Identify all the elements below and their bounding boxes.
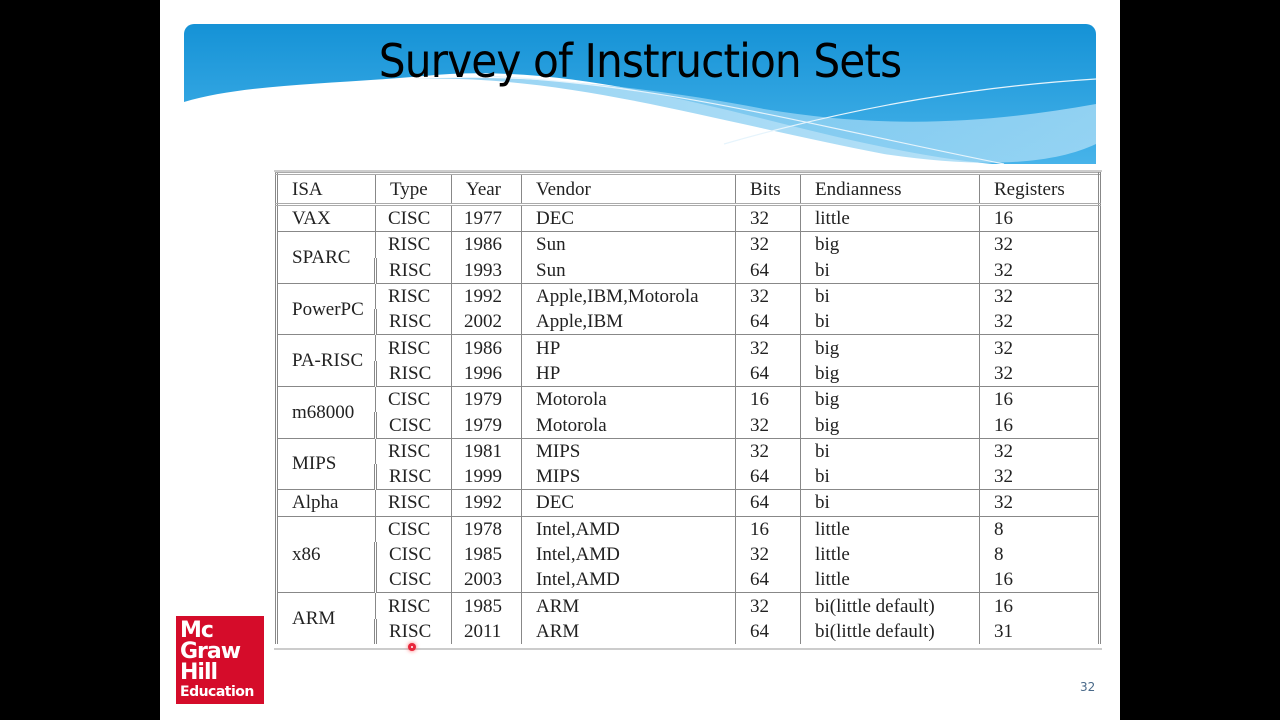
cell-endianness: little bbox=[801, 516, 980, 542]
pointer-cursor-icon bbox=[408, 643, 416, 651]
cell-endianness: bi bbox=[801, 283, 980, 309]
cell-isa: x86 bbox=[277, 516, 376, 593]
cell-registers: 8 bbox=[980, 542, 1100, 567]
table-row bbox=[277, 387, 1100, 413]
cell-year: 1986 bbox=[452, 232, 522, 258]
cell-type: CISC bbox=[376, 542, 452, 567]
header-year: Year bbox=[452, 174, 522, 205]
slide-title: Survey of Instruction Sets bbox=[378, 34, 902, 88]
table-row bbox=[277, 542, 1100, 567]
cell-vendor: Intel,AMD bbox=[522, 567, 736, 593]
cell-bits: 64 bbox=[736, 619, 801, 644]
cell-type: RISC bbox=[376, 619, 452, 644]
cell-endianness: big bbox=[801, 361, 980, 387]
header-type: Type bbox=[376, 174, 452, 205]
table-row bbox=[277, 309, 1100, 335]
cell-registers: 16 bbox=[980, 567, 1100, 593]
cell-type: CISC bbox=[376, 387, 452, 413]
cell-vendor: DEC bbox=[522, 490, 736, 516]
logo-line-3: Hill bbox=[180, 660, 218, 685]
cell-registers: 32 bbox=[980, 361, 1100, 387]
cell-bits: 64 bbox=[736, 258, 801, 284]
cell-endianness: little bbox=[801, 567, 980, 593]
cell-year: 2011 bbox=[452, 619, 522, 644]
cell-year: 1992 bbox=[452, 283, 522, 309]
cell-year: 1979 bbox=[452, 412, 522, 438]
table-row bbox=[277, 516, 1100, 542]
cell-bits: 32 bbox=[736, 232, 801, 258]
bottom-rule bbox=[274, 648, 1102, 650]
table-row bbox=[277, 205, 1100, 232]
cell-bits: 64 bbox=[736, 309, 801, 335]
cell-year: 1979 bbox=[452, 387, 522, 413]
cell-registers: 32 bbox=[980, 490, 1100, 516]
cell-type: RISC bbox=[376, 283, 452, 309]
cell-bits: 32 bbox=[736, 283, 801, 309]
cell-registers: 31 bbox=[980, 619, 1100, 644]
cell-bits: 32 bbox=[736, 438, 801, 464]
cell-year: 1981 bbox=[452, 438, 522, 464]
cell-vendor: Sun bbox=[522, 258, 736, 284]
cell-year: 1993 bbox=[452, 258, 522, 284]
cell-vendor: ARM bbox=[522, 593, 736, 619]
cell-registers: 16 bbox=[980, 593, 1100, 619]
cell-endianness: bi bbox=[801, 490, 980, 516]
cell-year: 1986 bbox=[452, 335, 522, 361]
cell-bits: 32 bbox=[736, 542, 801, 567]
cell-type: CISC bbox=[376, 205, 452, 232]
table-row bbox=[277, 567, 1100, 593]
cell-endianness: big bbox=[801, 232, 980, 258]
cell-vendor: HP bbox=[522, 361, 736, 387]
table-row bbox=[277, 593, 1100, 619]
cell-type: CISC bbox=[376, 567, 452, 593]
cell-registers: 16 bbox=[980, 205, 1100, 232]
cell-year: 1978 bbox=[452, 516, 522, 542]
cell-registers: 16 bbox=[980, 412, 1100, 438]
cell-vendor: MIPS bbox=[522, 464, 736, 490]
cell-isa: Alpha bbox=[277, 490, 376, 516]
cell-registers: 16 bbox=[980, 387, 1100, 413]
cell-vendor: Motorola bbox=[522, 387, 736, 413]
cell-type: RISC bbox=[376, 309, 452, 335]
header-endianness: Endianness bbox=[801, 174, 980, 205]
table-row bbox=[277, 490, 1100, 516]
cell-registers: 32 bbox=[980, 464, 1100, 490]
cell-bits: 32 bbox=[736, 412, 801, 438]
mcgraw-hill-logo bbox=[176, 616, 264, 704]
cell-isa: PowerPC bbox=[277, 283, 376, 335]
table-row bbox=[277, 232, 1100, 258]
table-row bbox=[277, 361, 1100, 387]
cell-endianness: bi(little default) bbox=[801, 619, 980, 644]
cell-registers: 32 bbox=[980, 283, 1100, 309]
cell-isa: VAX bbox=[277, 205, 376, 232]
cell-vendor: Intel,AMD bbox=[522, 516, 736, 542]
cell-bits: 64 bbox=[736, 490, 801, 516]
cell-isa: m68000 bbox=[277, 387, 376, 439]
table-row bbox=[277, 438, 1100, 464]
header-isa: ISA bbox=[277, 174, 376, 205]
cell-year: 2002 bbox=[452, 309, 522, 335]
cell-type: RISC bbox=[376, 258, 452, 284]
cell-vendor: Apple,IBM,Motorola bbox=[522, 283, 736, 309]
cell-endianness: little bbox=[801, 205, 980, 232]
cell-year: 1996 bbox=[452, 361, 522, 387]
cell-isa: PA-RISC bbox=[277, 335, 376, 387]
logo-line-4: Education bbox=[180, 684, 254, 700]
cell-vendor: DEC bbox=[522, 205, 736, 232]
cell-vendor: HP bbox=[522, 335, 736, 361]
cell-endianness: big bbox=[801, 335, 980, 361]
cell-vendor: MIPS bbox=[522, 438, 736, 464]
cell-year: 1992 bbox=[452, 490, 522, 516]
cell-year: 1977 bbox=[452, 205, 522, 232]
page-number: 32 bbox=[1080, 680, 1096, 694]
cell-endianness: little bbox=[801, 542, 980, 567]
cell-endianness: bi bbox=[801, 438, 980, 464]
isa-table bbox=[275, 172, 1101, 644]
cell-registers: 32 bbox=[980, 335, 1100, 361]
cell-bits: 16 bbox=[736, 516, 801, 542]
cell-type: RISC bbox=[376, 490, 452, 516]
cell-registers: 32 bbox=[980, 232, 1100, 258]
cell-bits: 32 bbox=[736, 205, 801, 232]
cell-vendor: ARM bbox=[522, 619, 736, 644]
table-row bbox=[277, 619, 1100, 644]
cell-registers: 32 bbox=[980, 309, 1100, 335]
cell-registers: 32 bbox=[980, 438, 1100, 464]
table-row bbox=[277, 412, 1100, 438]
cell-type: CISC bbox=[376, 516, 452, 542]
cell-endianness: bi bbox=[801, 464, 980, 490]
cell-type: RISC bbox=[376, 361, 452, 387]
cell-vendor: Motorola bbox=[522, 412, 736, 438]
cell-type: RISC bbox=[376, 335, 452, 361]
cell-vendor: Apple,IBM bbox=[522, 309, 736, 335]
logo-line-2: Graw bbox=[180, 639, 241, 664]
table-row bbox=[277, 335, 1100, 361]
table-header-row bbox=[277, 174, 1100, 205]
cell-bits: 16 bbox=[736, 387, 801, 413]
cell-year: 2003 bbox=[452, 567, 522, 593]
cell-registers: 32 bbox=[980, 258, 1100, 284]
table-row bbox=[277, 464, 1100, 490]
cell-vendor: Intel,AMD bbox=[522, 542, 736, 567]
table-row bbox=[277, 283, 1100, 309]
cell-type: CISC bbox=[376, 412, 452, 438]
cell-type: RISC bbox=[376, 438, 452, 464]
cell-bits: 64 bbox=[736, 464, 801, 490]
header-registers: Registers bbox=[980, 174, 1100, 205]
cell-endianness: big bbox=[801, 387, 980, 413]
slide bbox=[160, 0, 1120, 720]
cell-bits: 64 bbox=[736, 567, 801, 593]
isa-table-container bbox=[274, 170, 1102, 650]
cell-endianness: big bbox=[801, 412, 980, 438]
cell-type: RISC bbox=[376, 232, 452, 258]
cell-isa: SPARC bbox=[277, 232, 376, 284]
header-vendor: Vendor bbox=[522, 174, 736, 205]
cell-isa: ARM bbox=[277, 593, 376, 644]
cell-year: 1999 bbox=[452, 464, 522, 490]
table-row bbox=[277, 258, 1100, 284]
cell-bits: 32 bbox=[736, 593, 801, 619]
logo-line-1: Mc bbox=[180, 618, 213, 643]
cell-bits: 64 bbox=[736, 361, 801, 387]
cell-vendor: Sun bbox=[522, 232, 736, 258]
cell-type: RISC bbox=[376, 464, 452, 490]
cell-type: RISC bbox=[376, 593, 452, 619]
cell-endianness: bi bbox=[801, 258, 980, 284]
cell-isa: MIPS bbox=[277, 438, 376, 490]
cell-registers: 8 bbox=[980, 516, 1100, 542]
cell-bits: 32 bbox=[736, 335, 801, 361]
cell-endianness: bi(little default) bbox=[801, 593, 980, 619]
cell-year: 1985 bbox=[452, 593, 522, 619]
cell-endianness: bi bbox=[801, 309, 980, 335]
cell-year: 1985 bbox=[452, 542, 522, 567]
header-bits: Bits bbox=[736, 174, 801, 205]
